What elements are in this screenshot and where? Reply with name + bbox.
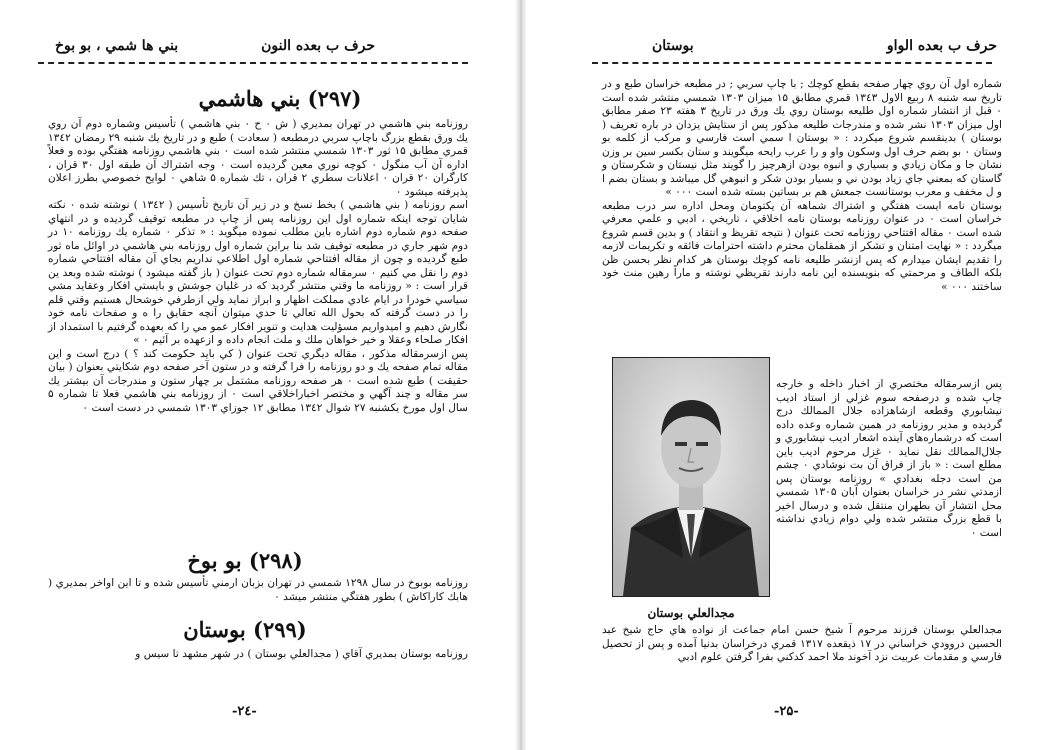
portrait-photo bbox=[612, 357, 770, 597]
entry-title-297: (۲۹۷) بني هاشمي bbox=[198, 86, 362, 111]
entry-title-298: (۲۹۸) بو بوخ bbox=[187, 548, 303, 573]
paragraph: روزنامه بني هاشمي در تهران بمديري ( ش ٠ ح ٠ بني هاشمي ) تأسيس وشماره دوم آن روي يك ورق بقطع بزرگ باچاپ سربي درمطبعه ( سعادت ) طبع و در تاريخ يك شنبه ۲۹ رمضان ۱۳٤۲ قمري مطابق ۱۵ ثور ۱۳۰۳ شمسي منتشر شده است ٠ بني هاشمي روزنامه هفتگي بوده و فعلاً اداره آن آب منگول ٠ كوچه نوري معين گرديده است ٠ وجه اشتراك آن طبقه اول ۳۰ قران ، كارگران ۲۰ قران ٠ اعلانات سطري ۲ قران ، تك شماره ۵ شاهي ٠ لوايح خصوصي بطرز اعلان پذيرفته ميشود ٠ bbox=[48, 118, 468, 198]
book-gutter bbox=[515, 0, 527, 750]
paragraph: بوستان نامه ايست هفتگي و اشتراك شماهه آن يكتومان ومحل اداره سر درب مطبعه خراسان است ٠ در عنوان روزنامه بوستان نامه اخلاقي ، تاريخي ، ادبي و علمي معرفي شده است ٠ مقاله افتتاحي روزنامه تحت عنوان ( نتيجه تقريظ و انتقاد ) و بدين قسم شروع ميگردد : « نهايت امتنان و تشكر از همقلمان محترم داشته احترامات فائقه و تكريمات لازمه را تقديم ايشان ميدارم كه پس ازنشر طليعه نامه كوچك بوستان هر كدام نظر بحسن ظن بلكه الطاف و مرحمتي كه بنويسنده اين نامه دارند تقريظي نوشته و ماراً رهين منت خود ساختند ٠٠٠ » bbox=[602, 199, 1002, 293]
paragraph: روزنامه بوبوخ در سال ۱۲۹۸ شمسي در تهران بزبان ارمني تأسيس شده و تا اين اواخر بمديري ( هابك كاراكاش ) بطور هفتگي منتشر ميشد ٠ bbox=[48, 577, 468, 603]
right-side-text bbox=[776, 378, 1002, 540]
paragraph: شماره اول آن روي چهار صفحه بقطع كوچك ; با چاپ سربي ; در مطبعه خراسان طبع و در تاريخ سه شنبه ۸ ربيع الاول ۱۳٤۳ قمري مطابق ۱۵ ميزان ۱۳۰۳ شمسي منتشر شده است ٠ قبل از انتشار شماره اول طليعه بوستان روي يك ورق در تاريخ ۳ هفته ۲۳ صفر مطابق اول ميزان ۱۳۰۳ نشر شده و مندرجات طليعه مذكور پس از ستايش يزدان در باره تعريف ( بوستان ) بدينقسم شروع ميكردد : « بوستان ا سمي است فارسي و مركب از كلمه بو وستان ٠ بو بضم حرف اول وسكون واو و را عرب رايحه ميگويند و ستان بكسر سين بر وزن نشان جا و مكان زيادي و بسياري و انبوه بودن ازهرچيز را گويند مثل نيستان و شكرستان و گاستان كه بمعني جاي زياد بودن ني و بسيار بودن شكر و انبوهي گل ميباشد و بستان بضم ا و ل مخفف و معرب بوستانست جمعش هم بر بساتين بسته شده است ٠٠٠ » bbox=[602, 78, 1002, 198]
header-rule bbox=[592, 62, 992, 64]
header-rule bbox=[38, 62, 468, 64]
right-header-right: حرف ب بعده الواو bbox=[886, 38, 997, 54]
right-bottom-text bbox=[602, 624, 1002, 665]
right-header-left: بوستان bbox=[652, 38, 694, 54]
paragraph: روزنامه بوستان بمديري آقاي ( مجدالعلي بوستان ) در شهر مشهد تا سيس و bbox=[135, 648, 468, 660]
entry-body-297 bbox=[48, 118, 468, 415]
right-top-text bbox=[602, 78, 1002, 294]
left-header-right: حرف ب بعده النون bbox=[261, 38, 375, 54]
photo-caption: مجدالعلي بوستان bbox=[647, 606, 735, 620]
paragraph: اسم روزنامه ( بني هاشمي ) بخط نسخ و در زير آن تاريخ تأسيس ( ۱۳٤۲ ) نوشته شده ٠ نكته شايان توجه اينكه شماره اول اين روزنامه پس از چاپ در مطبعه توقيف گرديده و در انتهاي صفحه دوم شماره دوم اشاره باين مطلب نموده ميگويد : « تذكر ٠ شماره يك روزنامه ١٠ در دوم شهر جاري در مطبعه توقيف شد بنا براين شماره اول روزنامه بني هاشمي در اوائل ماه ثور طبع گرديده و چون از مقاله افتتاحي شماره اول اطلاعي نداريم بجاي آن مقاله افتتاحي شماره دوم را نقل مي كنيم ٠ سرمقاله شماره دوم تحت عنوان ( باز گفته ميشود ) نوشته شده وبعد ين قرار است : « روزنامه ما وقتي منتشر گرديد كه در غليان جوشش و بايستي افكار وعقايد مشي سياسي خودرا در ايام عادي مملكت اظهار و ابراز نمايد ولي ازطرفي خوشحال هستيم وقتي قلم را در دست گرفته كه بحول الله تعالي تا حدي ميتوان آنچه حقايق را ه و صفحات نامه خود نگارش دهيم و اميدواريم مسؤليت هدايت و تنوير افكار عمو مي را كه بعهده گرفتيم با استمداد از افكار صلحاء وعقلا و خير خواهان ملك و ملت انجام داده و ازعهده بر آئيم ٠ » bbox=[48, 199, 469, 346]
page-number-left: -۲٤- bbox=[232, 704, 257, 719]
entry-body-299 bbox=[48, 648, 468, 662]
entry-body-298 bbox=[48, 577, 468, 604]
paragraph: مجدالعلي بوستان فرزند مرحوم آ شيخ حسن امام جماعت از نواده هاي حاج شيخ عبد الحسين دروودي خراساني در ۱۷ ذيقعده ۱۳۱۷ قمري درخراسان بدنيا آمده و پس از تحصيل فارسي و مقدمات عربيت نزد آخوند ملا احمد كدكني بفرا گرفتن علوم ادبي bbox=[602, 624, 1002, 663]
page-number-right: -۲۵- bbox=[774, 704, 799, 719]
left-header-left: بني ها شمي ، بو بوخ bbox=[55, 38, 179, 54]
paragraph: پس ازسرمقاله مختصري از اخبار داخله و خارجه چاپ شده و درصفحه سوم غزلي از استاد اديب نيشابوري وقطعه ازشاهزاده جلال الممالك درج گرديده و مدير روزنامه در همين شماره وعده داده است كه درشماره‌هاي آينده اشعار اديب نيشابوري و جلال‌الممالك نقل نمايد ٠ غزل مرحوم اديب باين مطلع است : « باز از فراق آن بت نوشادي ٠ چشم من است دجله بغدادي » روزنامه بوستان پس ازمدتي نشر در خراسان بعنوان آبان ۱۳۰۵ شمسي محل انتشار آن بطهران منتقل شده و درسال اخير با قطع بزرگ منتشر شده ولي دوام زيادي نداشته است ٠ bbox=[776, 378, 1002, 539]
entry-title-299: (۲۹۹) بوستان bbox=[183, 617, 307, 642]
left-page bbox=[0, 0, 505, 750]
paragraph: پس ازسرمقاله مذكور ، مقاله ديگري تحت عنوان ( كي بايد حكومت كند ؟ ) درج است و اين مقاله تمام صفحه يك و دو روزنامه را فرا گرفته و در ستون آخر صفحه دوم شكايتي بعنوان ( بيان حقيقت ) طبع شده است ٠ هر صفحه روزنامه مشتمل بر چهار ستون و مندرجات آن بيشتر يك سر مقاله و چند آگهي و مختصر اخباراخلاقي است ٠ از روزنامه بني هاشمي فعلا تا شماره ۵ سال اول مورخ يكشنبه ۲۷ شوال ۱۳٤۲ مطابق ۱۲ جوزاي ۱۳۰۳ شمسي در دست است ٠ bbox=[48, 347, 468, 414]
portrait-illustration bbox=[613, 358, 769, 596]
right-page bbox=[532, 0, 1042, 750]
